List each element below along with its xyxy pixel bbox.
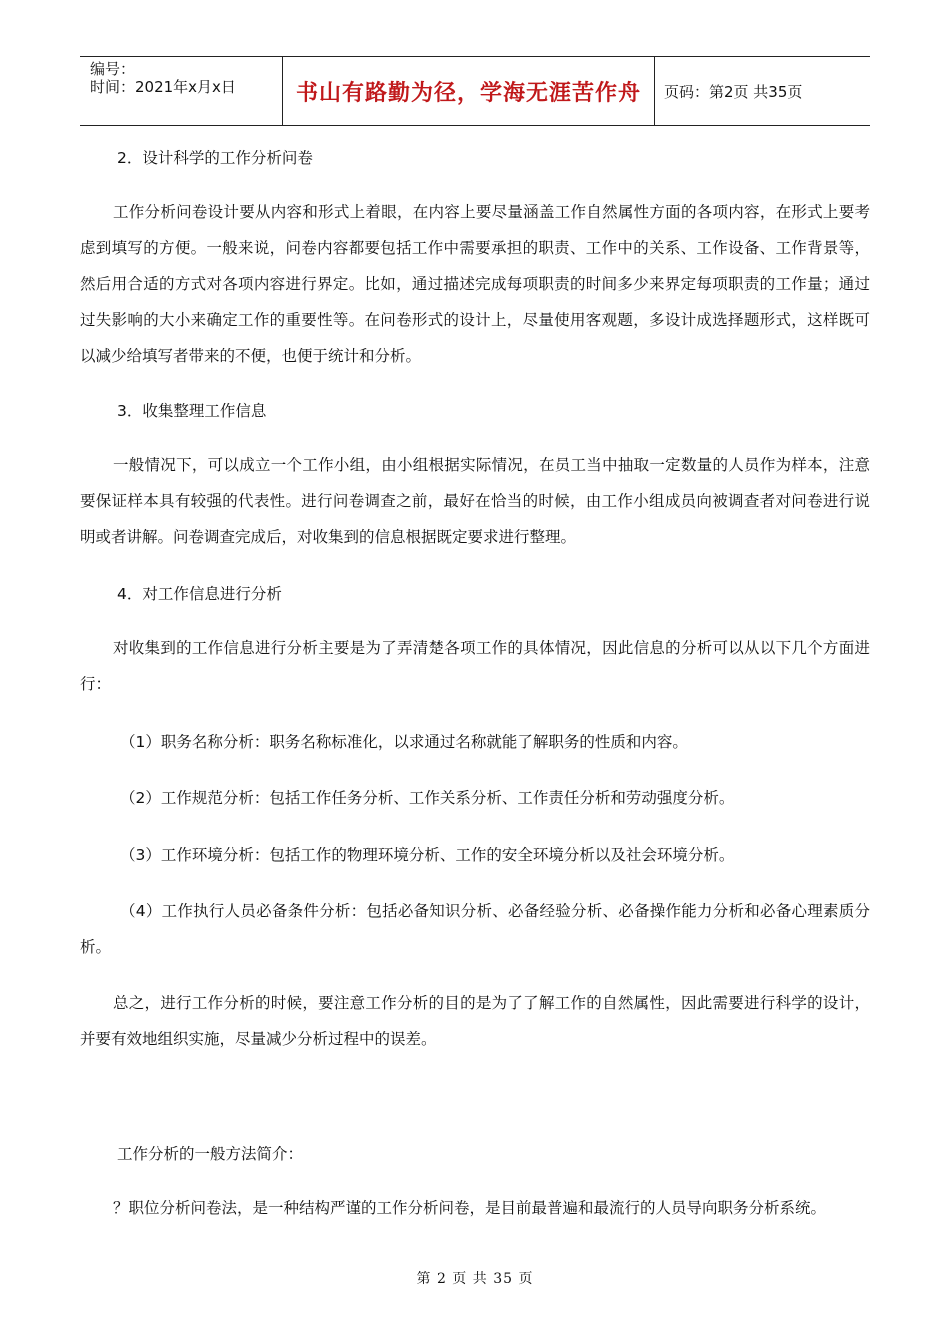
section-heading-3: 3．收集整理工作信息 [117,402,267,420]
date-label: 时间：2021年x月x日 [90,78,236,96]
header-motto: 书山有路勤为径，学海无涯苦作舟 [283,57,655,125]
paragraph-questionnaire-design: 工作分析问卷设计要从内容和形式上着眼，在内容上要尽量涵盖工作自然属性方面的各项内容，在形式上要考虑到填写的方便。一般来说，问卷内容都要包括工作中需要承担的职责、工作中的关系、工作设备、工作背景等，然后用合适的方式对各项内容进行界定。比如，通过描述完成每项职责的时间多少来界定每项职责的工作量；通过过失影响的大小来确定工作的重要性等。在问卷形式的设计上，尽量使用客观题，多设计成选择题形式，这样既可以减少给填写者带来的不便，也便于统计和分析。 [80,203,870,365]
paragraph-collect-info: 一般情况下，可以成立一个工作小组，由小组根据实际情况，在员工当中抽取一定数量的人员作为样本，注意要保证样本具有较强的代表性。进行问卷调查之前，最好在恰当的时候，由工作小组成员向被调查者对问卷进行说明或者讲解。问卷调查完成后，对收集到的信息根据既定要求进行整理。 [80,456,870,546]
header-page-info: 页码：第2页 共35页 [664,82,803,101]
header-meta [80,57,283,125]
paragraph-analysis-intro: 对收集到的工作信息进行分析主要是为了弄清楚各项工作的具体情况，因此信息的分析可以从以下几个方面进行： [80,639,870,693]
list-item-1: （1）职务名称分析：职务名称标准化，以求通过名称就能了解职务的性质和内容。 [120,733,688,751]
section-heading-4: 4．对工作信息进行分析 [117,585,282,603]
list-item-2: （2）工作规范分析：包括工作任务分析、工作关系分析、工作责任分析和劳动强度分析。 [120,789,735,807]
paragraph-method-1: ？职位分析问卷法，是一种结构严谨的工作分析问卷，是目前最普遍和最流行的人员导向职务分析系统。 [113,1199,827,1217]
list-item-3: （3）工作环境分析：包括工作的物理环境分析、工作的安全环境分析以及社会环境分析。 [120,846,735,864]
methods-title: 工作分析的一般方法简介： [117,1145,304,1163]
page-footer: 第 2 页 共 35 页 [416,1271,534,1287]
page-header [80,56,870,126]
list-item-4: （4）工作执行人员必备条件分析：包括必备知识分析、必备经验分析、必备操作能力分析和必备心理素质分析。 [80,902,870,956]
paragraph-summary: 总之，进行工作分析的时候，要注意工作分析的目的是为了了解工作的自然属性，因此需要进行科学的设计，并要有效地组织实施，尽量减少分析过程中的误差。 [80,994,870,1048]
section-heading-2: 2．设计科学的工作分析问卷 [117,149,313,167]
serial-label: 编号： [90,60,136,78]
